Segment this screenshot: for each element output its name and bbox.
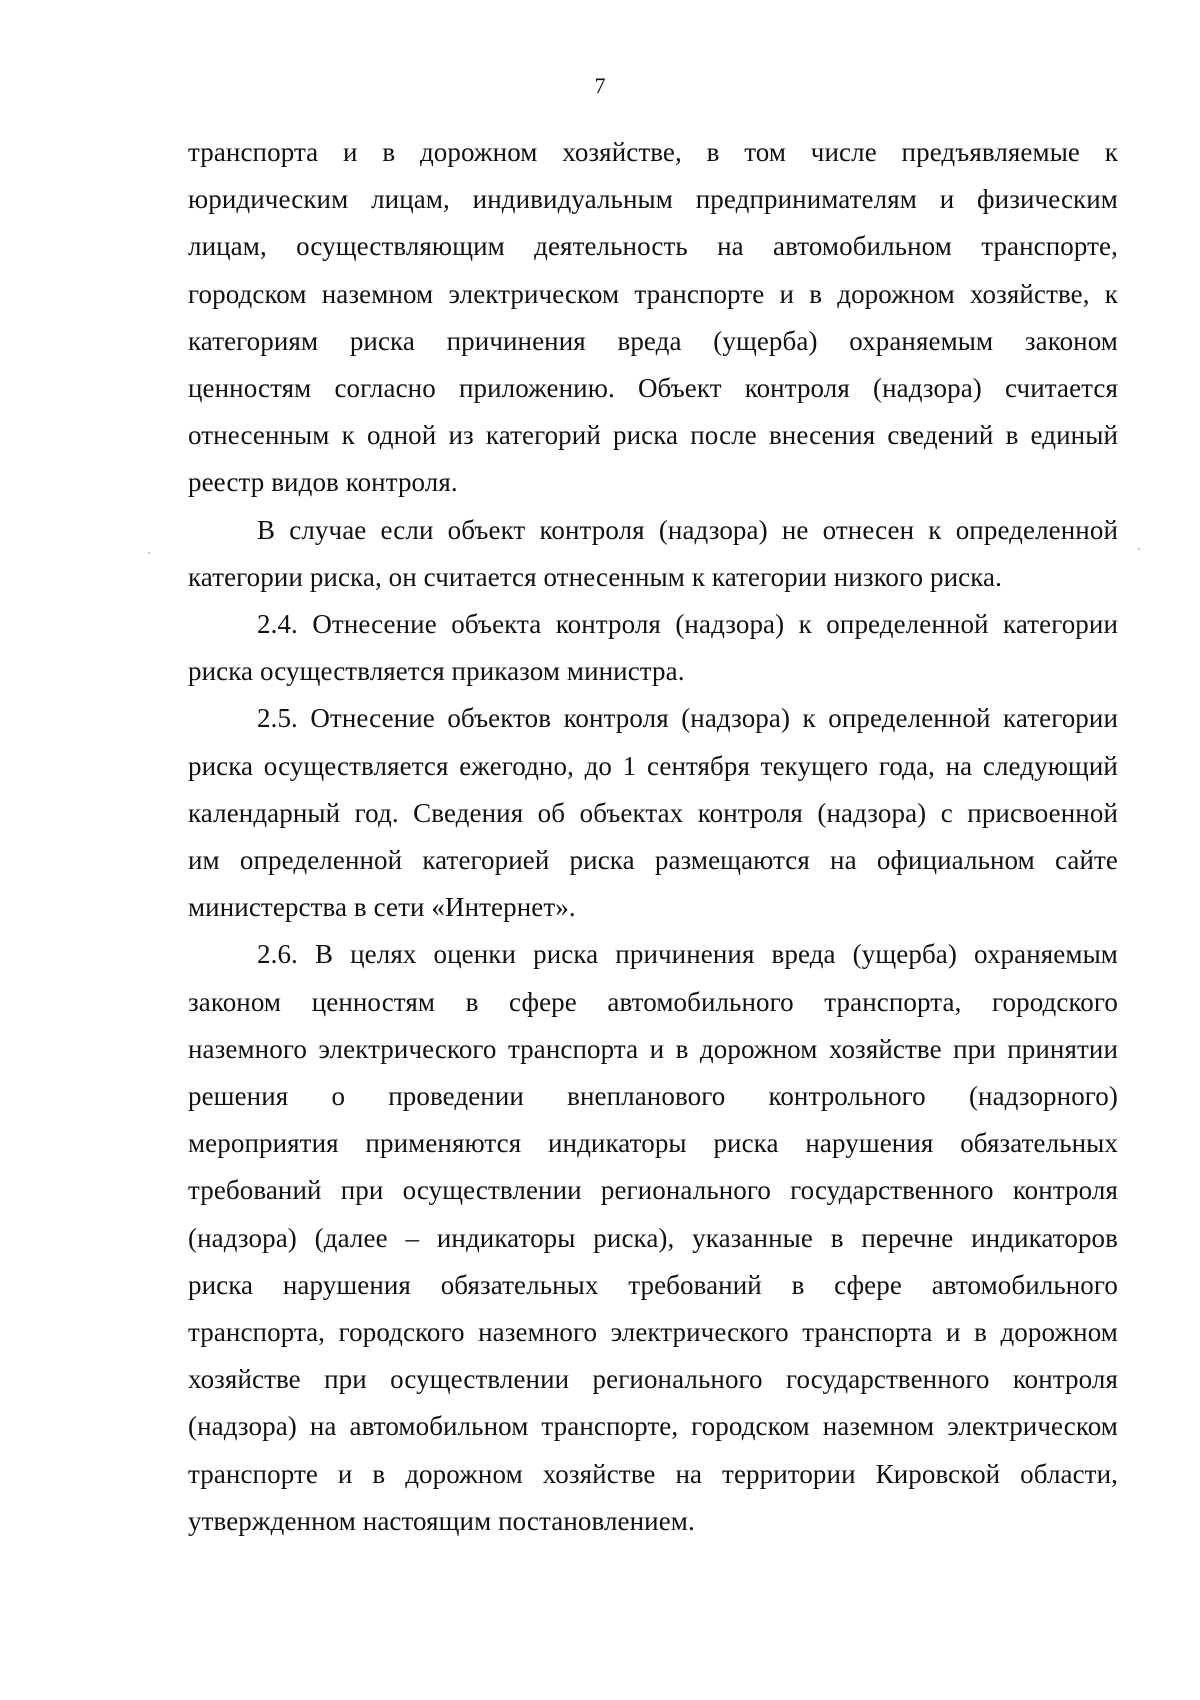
text-line: транспорте и в дорожном хозяйстве на территории Кировской области, [188,1458,1118,1489]
text-line: юридическим лицам, индивидуальным предпринимателям и физическим [188,184,1118,215]
text-line: им определенной категорией риска размещаются на официальном сайте [188,845,1118,876]
text-line: решения о проведении внепланового контрольного (надзорного) [188,1081,1118,1112]
text-line: лицам, осуществляющим деятельность на автомобильном транспорте, [188,231,1118,262]
paragraph [188,601,1118,695]
text-line: хозяйстве при осуществлении регионального государственного контроля [188,1364,1118,1395]
text-line: риска осуществляется приказом министра. [188,656,685,687]
text-line: категории риска, он считается отнесенным к категории низкого риска. [188,561,1002,592]
text-line: (надзора) (далее – индикаторы риска), указанные в перечне индикаторов [188,1222,1118,1253]
paragraph [188,507,1118,601]
text-line: городском наземном электрическом транспорте и в дорожном хозяйстве, к [188,278,1118,309]
text-line: календарный год. Сведения об объектах контроля (надзора) с присвоенной [188,797,1118,828]
text-line: 2.6. В целях оценки риска причинения вреда (ущерба) охраняемым [257,939,1118,970]
document-body [188,129,1118,1545]
text-line: категориям риска причинения вреда (ущерба) охраняемым законом [188,325,1118,356]
text-line: (надзора) на автомобильном транспорте, городском наземном электрическом [188,1411,1118,1442]
text-line: отнесенным к одной из категорий риска после внесения сведений в единый [188,420,1118,451]
scan-speck [1138,548,1140,550]
text-line: ценностям согласно приложению. Объект контроля (надзора) считается [188,373,1118,404]
text-line: реестр видов контроля. [188,467,458,498]
paragraph [188,129,1118,507]
text-line: мероприятия применяются индикаторы риска нарушения обязательных [188,1128,1118,1159]
text-line: 2.5. Отнесение объектов контроля (надзора) к определенной категории [257,703,1118,734]
text-line: транспорта, городского наземного электрического транспорта и в дорожном [188,1317,1118,1348]
paragraph [188,931,1118,1545]
text-line: риска осуществляется ежегодно, до 1 сентября текущего года, на следующий [188,750,1118,781]
scan-speck [148,552,150,554]
text-line: требований при осуществлении регионального государственного контроля [188,1175,1118,1206]
text-line: министерства в сети «Интернет». [188,892,576,923]
text-line: риска нарушения обязательных требований в сфере автомобильного [188,1269,1118,1300]
page-number: 7 [594,73,606,98]
paragraph [188,695,1118,931]
text-line: В случае если объект контроля (надзора) не отнесен к определенной [257,514,1118,545]
text-line: законом ценностям в сфере автомобильного транспорта, городского [188,986,1118,1017]
text-line: наземного электрического транспорта и в дорожном хозяйстве при принятии [188,1033,1118,1064]
text-line: утвержденном настоящим постановлением. [188,1505,695,1536]
text-line: транспорта и в дорожном хозяйстве, в том числе предъявляемые к [188,137,1118,167]
text-line: 2.4. Отнесение объекта контроля (надзора) к определенной категории [257,609,1118,640]
